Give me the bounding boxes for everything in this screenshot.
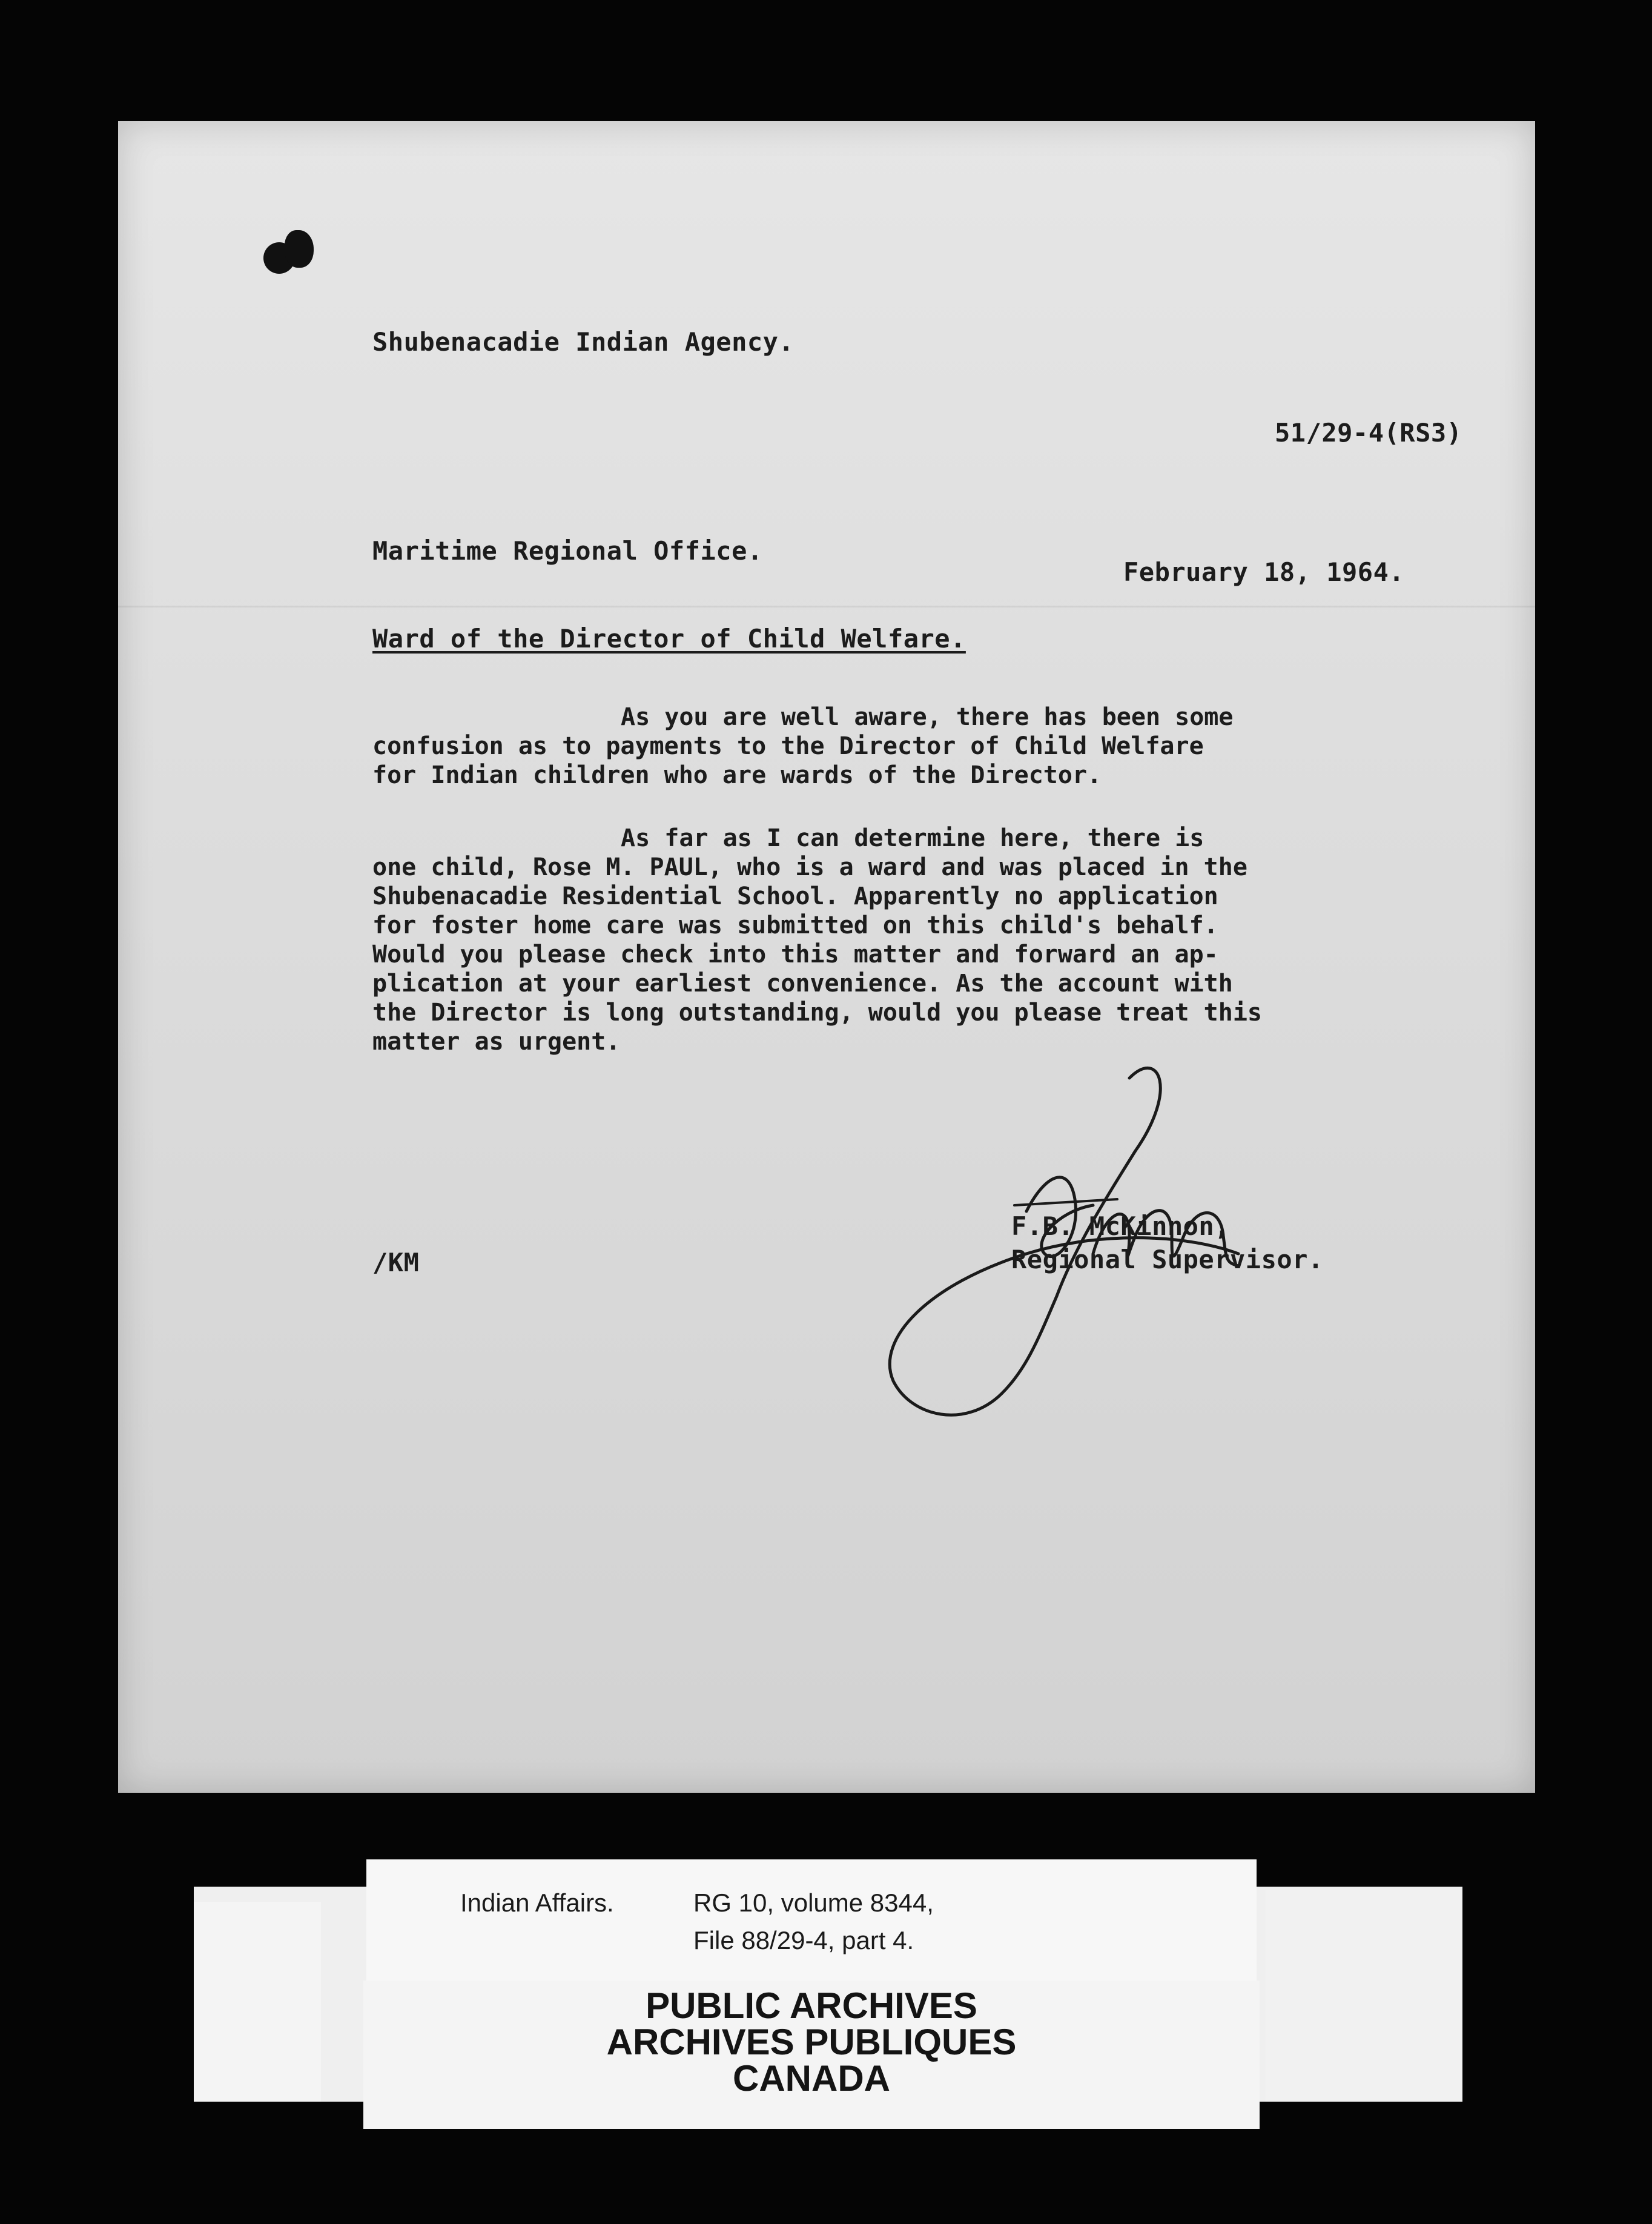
- archive-reference-card: [366, 1859, 1257, 1984]
- signer-name: F.B. McKinnon,: [1011, 1211, 1231, 1241]
- paragraph-line: for foster home care was submitted on this child's behalf.: [372, 912, 1218, 939]
- paragraph-line: one child, Rose M. PAUL, who is a ward and was placed in the: [372, 853, 1247, 881]
- from-office: Maritime Regional Office.: [372, 536, 763, 566]
- paragraph-line: As you are well aware, there has been some: [621, 703, 1234, 731]
- paragraph-line: confusion as to payments to the Director of Child Welfare: [372, 732, 1204, 760]
- archive-stamp: [363, 1981, 1260, 2129]
- subject-line: Ward of the Director of Child Welfare.: [372, 624, 966, 654]
- paragraph-line: Would you please check into this matter and forward an ap-: [372, 941, 1218, 968]
- paragraph-line: plication at your earliest convenience. As the account with: [372, 970, 1233, 998]
- letter-page: [118, 121, 1535, 1793]
- record-group-volume: RG 10, volume 8344,: [693, 1888, 934, 1917]
- file-reference: 51/29-4(RS3): [1275, 418, 1462, 448]
- typist-initials: /KM: [372, 1248, 420, 1277]
- archives-line-english: PUBLIC ARCHIVES: [646, 1985, 977, 2026]
- fold-line: [118, 606, 1535, 607]
- paragraph-line: Shubenacadie Residential School. Apparently no application: [372, 882, 1218, 910]
- archives-line-country: CANADA: [733, 2058, 890, 2099]
- signer-title: Regional Supervisor.: [1011, 1245, 1324, 1274]
- archive-label-right-tab: [1266, 1890, 1462, 2102]
- archives-line-french: ARCHIVES PUBLIQUES: [606, 2022, 1017, 2062]
- paragraph-1: [372, 703, 1233, 790]
- paragraph-line: As far as I can determine here, there is: [621, 824, 1204, 852]
- paragraph-line: matter as urgent.: [372, 1028, 621, 1056]
- file-reference-label: File 88/29-4, part 4.: [693, 1926, 914, 1954]
- punch-hole-mark: [285, 230, 314, 268]
- collection-name: Indian Affairs.: [460, 1888, 614, 1917]
- paragraph-line: for Indian children who are wards of the Director.: [372, 761, 1102, 789]
- handwritten-signature: [875, 1054, 1299, 1429]
- paragraph-line: the Director is long outstanding, would you please treat this: [372, 999, 1263, 1027]
- agency-heading: Shubenacadie Indian Agency.: [372, 327, 795, 357]
- letter-date: February 18, 1964.: [1123, 557, 1405, 587]
- paragraph-2: [372, 824, 1262, 1056]
- archive-label-left-tab: [194, 1902, 321, 2102]
